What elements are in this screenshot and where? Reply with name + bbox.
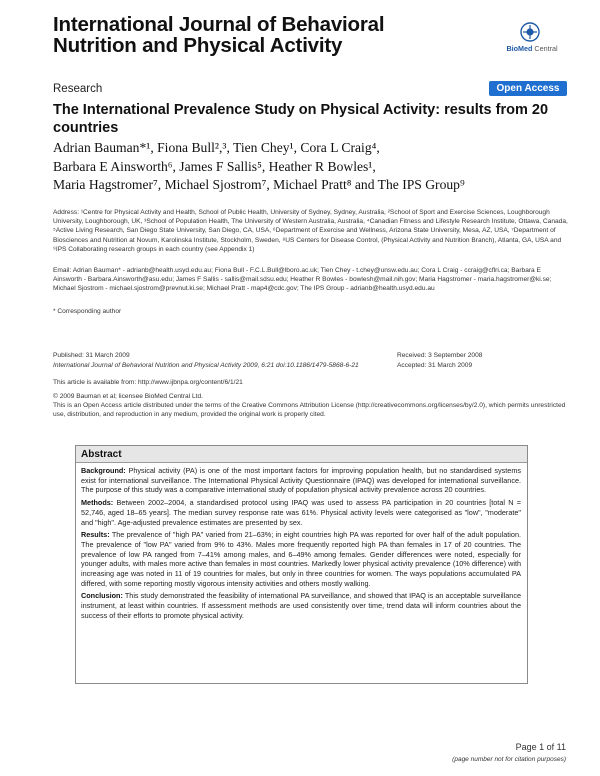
abstract-background: [81, 466, 521, 495]
authors-line-1: Adrian Bauman*¹, Fiona Bull²,³, Tien Chey¹, Cora L Craig⁴,: [53, 140, 380, 155]
logo-text-a: BioMed: [506, 44, 533, 53]
conclusion-label: Conclusion:: [81, 591, 123, 601]
license-text: This is an Open Access article distributed under the terms of the Creative Commons Attribution License (http://creativecommons.org/licenses/by/2.0), which permits unrestricted use, distribution, and reproduction in any medium, provided the original work is properly cited.: [53, 402, 566, 419]
conclusion-text: This study demonstrated the feasibility of international PA surveillance, and showed that IPAQ is an acceptable surveillance instrument, at least within countries. If assessment methods are used consistently over time, trend data will inform countries about the success of their efforts to promote physical activity.: [81, 591, 521, 620]
authors-line-2: Barbara E Ainsworth⁶, James F Sallis⁵, Heather R Bowles¹,: [53, 158, 376, 174]
results-label: Results:: [81, 530, 110, 540]
open-access-badge: Open Access: [489, 81, 567, 96]
journal-title: International Journal of Behavioral Nutrition and Physical Activity: [53, 13, 385, 57]
article-url[interactable]: This article is available from: http://www.ijbnpa.org/content/6/1/21: [53, 379, 243, 386]
abstract-conclusion: [81, 591, 521, 620]
page-number: Page 1 of 11: [515, 742, 566, 752]
logo-wordmark: [496, 44, 568, 53]
publication-info: [53, 351, 383, 370]
citation-line: International Journal of Behavioral Nutrition and Physical Activity 2009, 6:21 doi:10.1186/1479-5868-6-21: [53, 361, 359, 369]
methods-text: Between 2002–2004, a standardised protocol using IPAQ was used to assess PA participation in 20 countries [total N = 52,746, aged 18–65 years]. The median survey response rate was 61%. Physical activity levels were categorised as "low", "moderate" and "high". Age-adjusted prevalence estimates are presented by sex.: [81, 498, 521, 527]
abstract-heading: Abstract: [76, 446, 527, 463]
background-label: Background:: [81, 466, 126, 475]
published-date: Published: 31 March 2009: [53, 352, 130, 359]
submission-dates: [397, 351, 567, 370]
copyright-line: © 2009 Bauman et al; licensee BioMed Central Ltd.: [53, 393, 204, 400]
results-text: The prevalence of "high PA" varied from 21–63%; in eight countries high PA was reported for over half of the adult population. The prevalence of "low PA" varied from 9% to 43%. Males more frequently reported high PA than females in 17 of 20 countries. The prevalence of low PA ranged from 7–41% among males, and 6–49% among females. Gender differences were noted, especially for younger adults, with males more active than females in most countries. Markedly lower physical activity prevalence (10% difference) with increasing age was noted in 11 of 19 countries for males, but only in three countries for women. The ways populations accumulated PA differed, with some reporting mostly vigorous intensity activities and others mostly walking.: [81, 530, 521, 588]
received-date: Received: 3 September 2008: [397, 352, 483, 359]
biomed-central-logo[interactable]: [496, 22, 568, 56]
author-emails: Email: Adrian Bauman* - adrianb@health.usyd.edu.au; Fiona Bull - F.C.L.Bull@lboro.ac.uk; Tien Chey - t.chey@unsw.edu.au; Cora L Craig - ccraig@cflri.ca; Barbara E Ainsworth - Barbara.Ainsworth@asu.edu; James F Sallis - sallis@mail.sdsu.edu; Heather R Bowles - bowlesh@mail.nih.gov; Maria Hagstromer - maria.hagstromer@ki.se; Michael Sjostrom - michael.sjostrom@prevnut.ki.se; Michael Pratt - map4@cdc.gov; The IPS Group - adrianb@health.usyd.edu.au: [53, 267, 552, 293]
copyright-notice: [53, 392, 568, 420]
biomed-logo-icon: [520, 22, 540, 42]
affiliations: Address: ¹Centre for Physical Activity and Health, School of Public Health, University of Sydney, Sydney, Australia, ²School of Sport and Exercise Sciences, Loughborough University, Loughborough, UK, ³School of Population Health, The University of Western Australia, Australia, ⁴Canadian Fitness and Lifestyle Research Institute, Ottawa, Canada, ⁵Active Living Research, San Diego State University, San Diego, CA, USA, ⁶Department of Exercise and Wellness, Arizona State University, Mesa, AZ, USA, ⁷Department of Biosciences and Nutrition at Novum, Karolinska Institute, Stockholm, Sweden, ⁸US Centers for Disease Control, (Physical Activity and Nutrition Branch), Atlanta, GA, USA and ⁹IPS Collaborating research groups in each country (see Appendix 1): [53, 209, 568, 253]
abstract-methods: [81, 498, 521, 527]
author-list: [53, 139, 573, 195]
abstract-body: [81, 466, 521, 624]
abstract-results: [81, 530, 521, 588]
authors-line-3: Maria Hagstromer⁷, Michael Sjostrom⁷, Michael Pratt⁸ and The IPS Group⁹: [53, 177, 465, 192]
accepted-date: Accepted: 31 March 2009: [397, 361, 473, 369]
corresponding-author-note: * Corresponding author: [53, 308, 122, 315]
article-title: The International Prevalence Study on Physical Activity: results from 20 countries: [53, 102, 549, 136]
methods-label: Methods:: [81, 498, 114, 508]
background-text: Physical activity (PA) is one of the most important factors for improving population health, but no standardised systems exist for international surveillance. The International Physical Activity Questionnaire (IPAQ) was developed for international surveillance. The purpose of this study was a comparative international study of population physical activity prevalence across 20 countries.: [81, 466, 521, 495]
abstract-box: [75, 445, 528, 684]
page-number-note: (page number not for citation purposes): [452, 756, 566, 763]
section-label: Research: [53, 83, 103, 95]
logo-text-b: Central: [532, 44, 558, 53]
